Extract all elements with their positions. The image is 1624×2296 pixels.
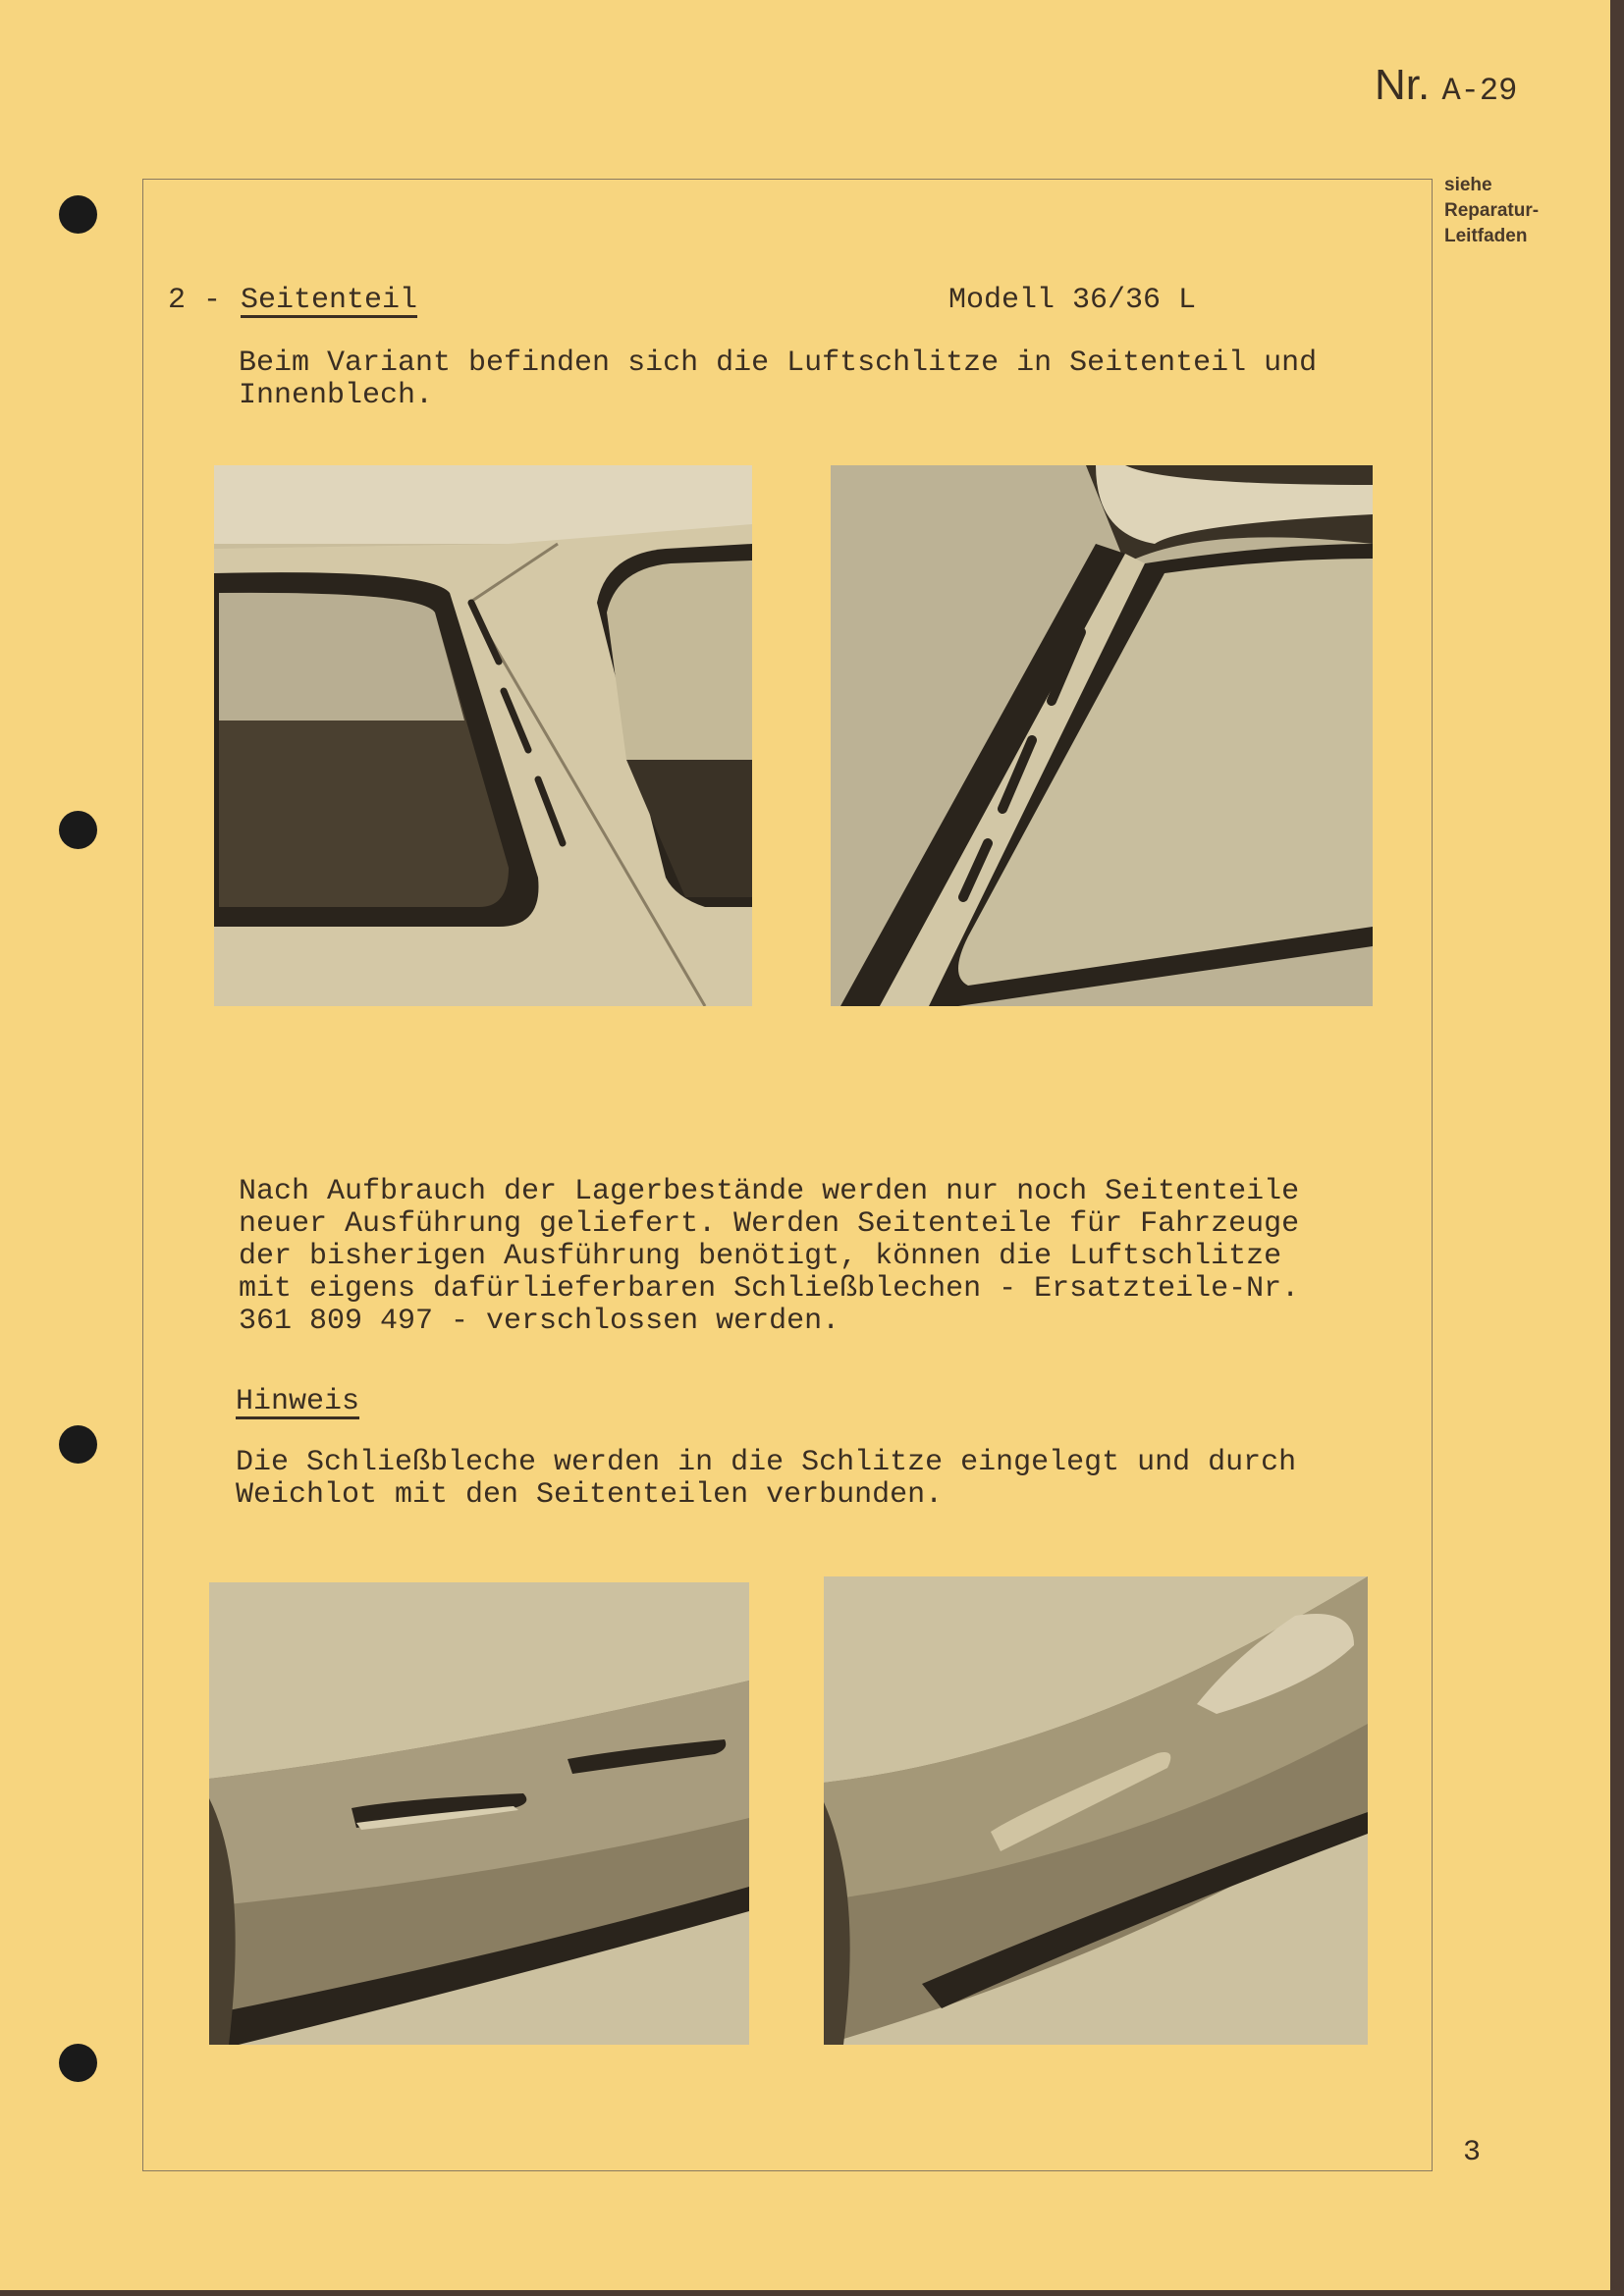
page-number: 3: [1463, 2136, 1482, 2169]
punch-hole: [59, 195, 97, 234]
photo-slots-closed: [824, 1576, 1368, 2045]
photo-side-panel-slots-exterior: [214, 465, 752, 1006]
note-line: Die Schließbleche werden in die Schlitze eingelegt und durch: [236, 1446, 1297, 1479]
side-note-line: siehe: [1444, 175, 1492, 195]
side-note-line: Leitfaden: [1444, 226, 1528, 246]
punch-hole: [59, 811, 97, 849]
note-line: Weichlot mit den Seitenteilen verbunden.: [236, 1478, 944, 1512]
side-note-line: Reparatur-: [1444, 200, 1540, 221]
section-number: 2 -: [168, 284, 222, 317]
body-line: Nach Aufbrauch der Lagerbestände werden nur noch Seitenteile: [239, 1175, 1300, 1208]
intro-line: Innenblech.: [239, 379, 434, 412]
body-line: neuer Ausführung geliefert. Werden Seitenteile für Fahrzeuge: [239, 1207, 1300, 1241]
section-title: Seitenteil: [241, 284, 418, 317]
document-number: Nr. A-29: [1375, 61, 1518, 109]
body-line: mit eigens dafürlieferbaren Schließblechen - Ersatzteile-Nr.: [239, 1272, 1300, 1306]
body-line: 361 809 497 - verschlossen werden.: [239, 1305, 840, 1338]
intro-line: Beim Variant befinden sich die Luftschlitze in Seitenteil und: [239, 347, 1318, 380]
note-title: Hinweis: [236, 1385, 360, 1418]
photo-inner-panel-slots: [831, 465, 1373, 1006]
side-note: [1444, 173, 1539, 249]
page-edge: [1610, 0, 1624, 2296]
model-label: Modell 36/36 L: [948, 284, 1197, 317]
photo-slots-open: [209, 1582, 749, 2045]
punch-hole: [59, 1425, 97, 1464]
page-edge-bottom: [0, 2290, 1624, 2296]
punch-hole: [59, 2044, 97, 2082]
body-line: der bisherigen Ausführung benötigt, können die Luftschlitze: [239, 1240, 1282, 1273]
